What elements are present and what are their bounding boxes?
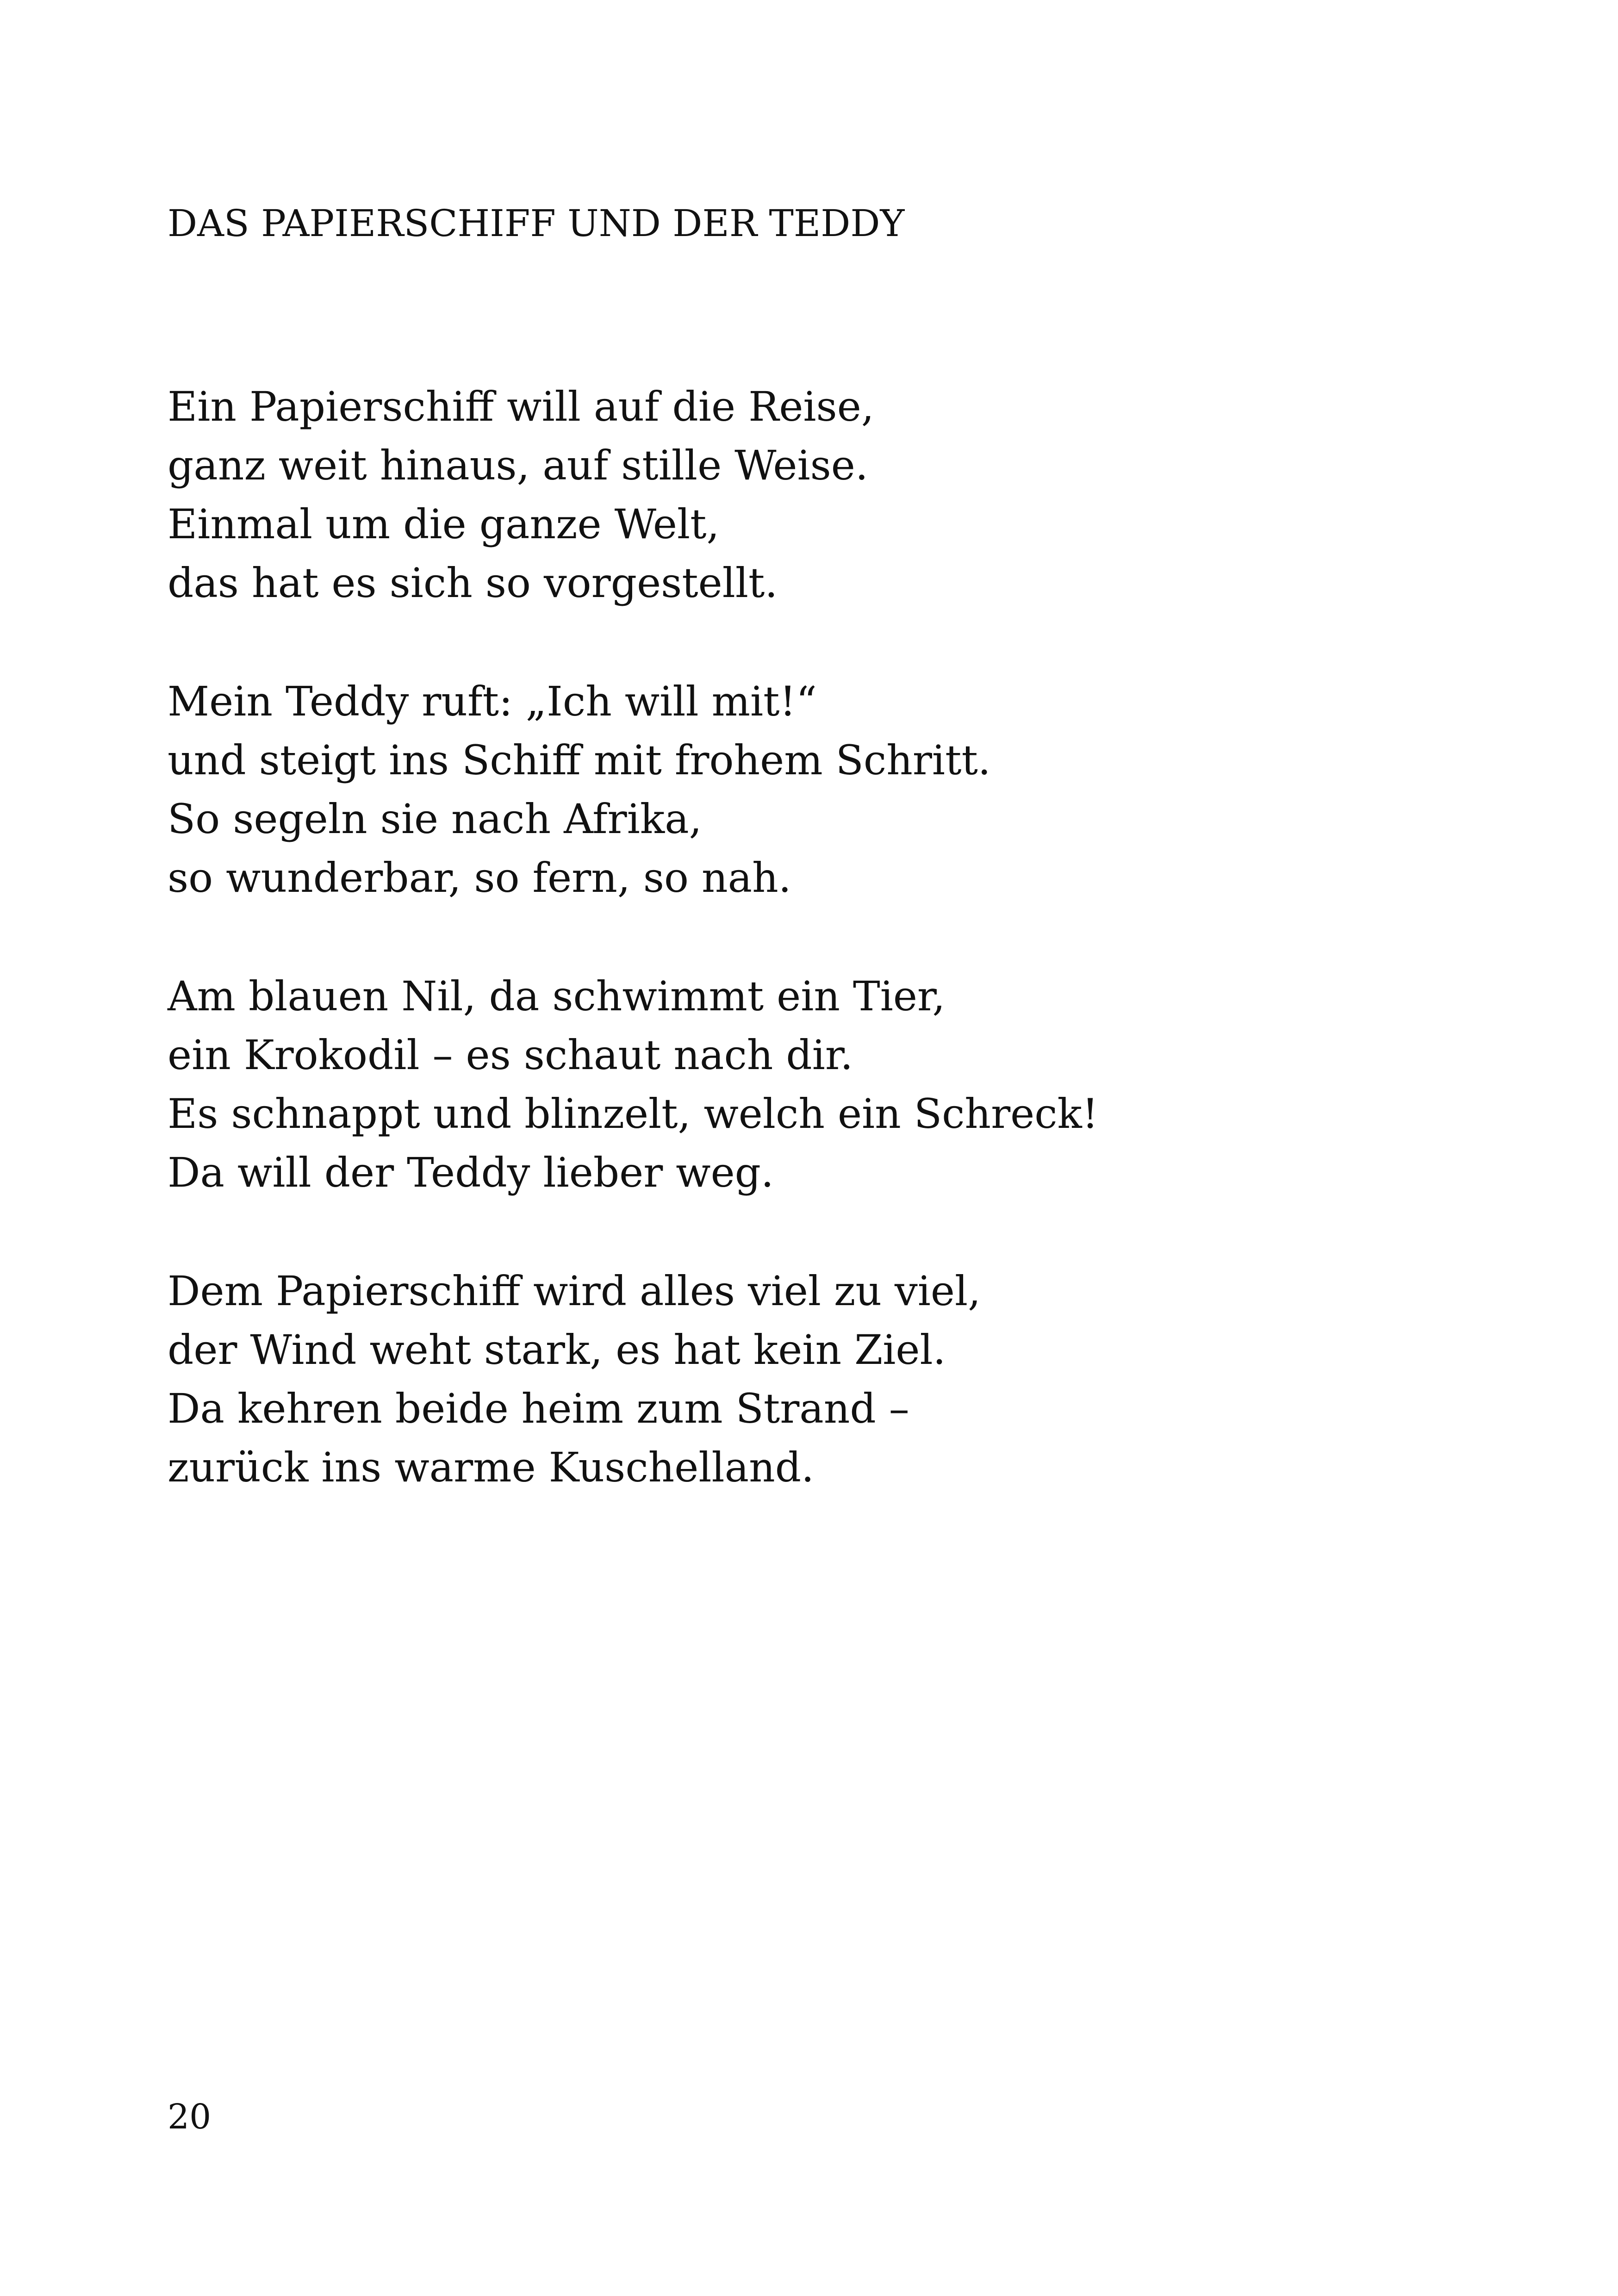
verse-line: Es schnappt und blinzelt, welch ein Schreck! (168, 1090, 1099, 1138)
stanza-2 (168, 672, 991, 907)
verse-line: Mein Teddy ruft: „Ich will mit!“ (168, 678, 817, 725)
verse-line: Am blauen Nil, da schwimmt ein Tier, (168, 972, 946, 1020)
verse-line: Da kehren beide heim zum Strand – (168, 1385, 909, 1432)
stanza-4 (168, 1262, 981, 1497)
verse-line: Ein Papierschiff will auf die Reise, (168, 383, 874, 430)
poem-title: DAS PAPIERSCHIFF UND DER TEDDY (168, 202, 905, 245)
verse-line: zurück ins warme Kuschelland. (168, 1444, 815, 1491)
stanza-1 (168, 377, 874, 612)
verse-line: so wunderbar, so fern, so nah. (168, 854, 791, 902)
verse-line: der Wind weht stark, es hat kein Ziel. (168, 1326, 946, 1374)
stanza-3 (168, 967, 1098, 1202)
verse-line: ganz weit hinaus, auf stille Weise. (168, 442, 868, 489)
verse-line: das hat es sich so vorgestellt. (168, 559, 778, 607)
verse-line: ein Krokodil – es schaut nach dir. (168, 1031, 853, 1079)
verse-line: Einmal um die ganze Welt, (168, 500, 720, 548)
verse-line: Da will der Teddy lieber weg. (168, 1149, 774, 1196)
page-number: 20 (168, 2097, 212, 2137)
verse-line: So segeln sie nach Afrika, (168, 795, 702, 843)
verse-line: Dem Papierschiff wird alles viel zu viel, (168, 1267, 981, 1315)
verse-line: und steigt ins Schiff mit frohem Schritt. (168, 736, 991, 784)
